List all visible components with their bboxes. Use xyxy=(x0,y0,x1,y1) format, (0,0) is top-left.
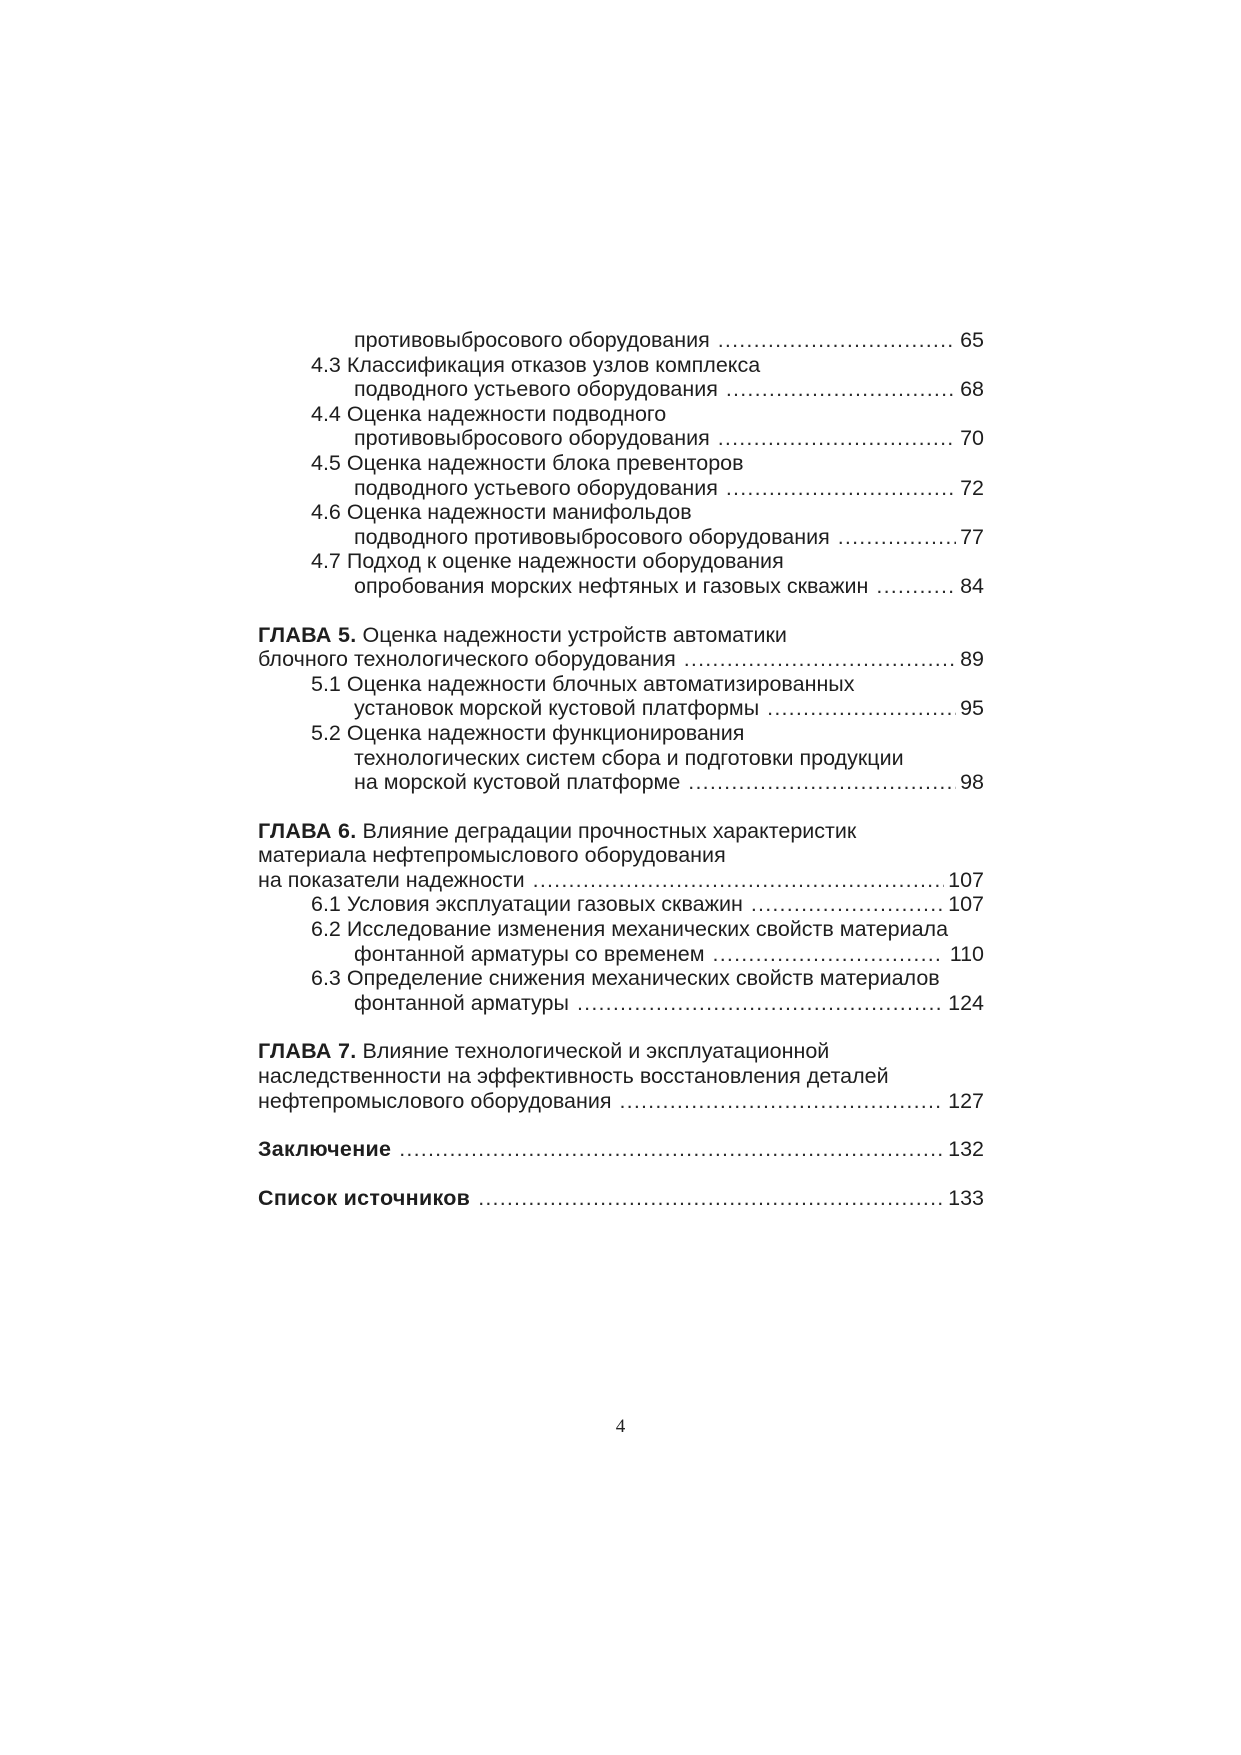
toc-entry-4-2-cont[interactable] xyxy=(258,328,984,353)
toc-chapter-5-cont[interactable] xyxy=(258,647,984,672)
toc-page-number: 107 xyxy=(948,867,984,892)
toc-entry-text: опробования морских нефтяных и газовых скважин xyxy=(354,573,869,598)
toc-entry-text: фонтанной арматуры со временем xyxy=(354,941,705,966)
toc-entry-6-3-cont[interactable] xyxy=(258,991,984,1016)
chapter-label: ГЛАВА 7. xyxy=(258,1039,357,1064)
spacer xyxy=(258,1015,984,1039)
toc-page-number: 89 xyxy=(960,647,984,672)
toc-entry-text: противовыбросового оборудования xyxy=(354,426,710,451)
toc-entry-text: 5.1 Оценка надежности блочных автоматизированных xyxy=(311,671,855,696)
toc-entry-4-7[interactable] xyxy=(258,549,984,574)
leader-dots xyxy=(718,328,956,353)
leader-dots xyxy=(577,991,944,1016)
toc-entry-text: 4.7 Подход к оценке надежности оборудования xyxy=(311,549,784,574)
leader-dots xyxy=(684,647,956,672)
toc-page-number: 72 xyxy=(960,475,984,500)
toc-page-number: 127 xyxy=(948,1088,984,1113)
leader-dots xyxy=(399,1137,944,1162)
toc-entry-4-3-cont[interactable] xyxy=(258,377,984,402)
toc-sources[interactable] xyxy=(258,1186,984,1211)
toc-entry-text: материала нефтепромыслового оборудования xyxy=(258,843,726,868)
toc-chapter-7-cont[interactable] xyxy=(258,1089,984,1114)
toc-page-number: 132 xyxy=(948,1137,984,1162)
toc-page-number: 107 xyxy=(948,892,984,917)
toc-entry-text: 5.2 Оценка надежности функционирования xyxy=(311,720,745,745)
leader-dots xyxy=(533,868,944,893)
toc-entry-text: 6.2 Исследование изменения механических свойств материала xyxy=(311,917,949,942)
toc-chapter-6[interactable] xyxy=(258,819,984,844)
toc-entry-4-6-cont[interactable] xyxy=(258,525,984,550)
leader-dots xyxy=(751,892,944,917)
toc-entry-text: 6.3 Определение снижения механических свойств материалов xyxy=(311,966,940,991)
leader-dots xyxy=(478,1186,944,1211)
toc-entry-5-1[interactable] xyxy=(258,672,984,697)
toc-entry-text: подводного устьевого оборудования xyxy=(354,377,718,402)
toc-page-number: 68 xyxy=(960,377,984,402)
toc-entry-6-1[interactable] xyxy=(258,892,984,917)
toc-chapter-7[interactable] xyxy=(258,1039,984,1064)
toc-entry-text: нефтепромыслового оборудования xyxy=(258,1088,612,1113)
spacer xyxy=(258,1162,984,1186)
toc-entry-5-2-cont[interactable] xyxy=(258,746,984,771)
toc-page-number: 84 xyxy=(960,573,984,598)
toc-entry-5-2[interactable] xyxy=(258,721,984,746)
toc-entry-text: Влияние технологической и эксплуатационной xyxy=(362,1039,830,1064)
toc-entry-4-4-cont[interactable] xyxy=(258,426,984,451)
toc-page-number: 77 xyxy=(960,524,984,549)
toc-entry-text: подводного устьевого оборудования xyxy=(354,475,718,500)
toc-entry-text: Оценка надежности устройств автоматики xyxy=(362,622,787,647)
leader-dots xyxy=(726,476,956,501)
toc-page-number: 95 xyxy=(960,696,984,721)
spacer xyxy=(258,795,984,819)
toc-entry-5-1-cont[interactable] xyxy=(258,696,984,721)
toc-entry-text: 4.5 Оценка надежности блока превенторов xyxy=(311,450,744,475)
toc-entry-text: наследственности на эффективность восстановления деталей xyxy=(258,1064,889,1089)
toc-page-number: 65 xyxy=(960,328,984,352)
leader-dots xyxy=(838,525,956,550)
toc-entry-text: технологических систем сбора и подготовки продукции xyxy=(354,745,904,770)
toc-page-number: 110 xyxy=(949,941,984,966)
toc-page-number: 98 xyxy=(960,770,984,795)
leader-dots xyxy=(619,1089,944,1114)
toc-entry-text: установок морской кустовой платформы xyxy=(354,696,760,721)
toc-entry-text: на показатели надежности xyxy=(258,867,525,892)
toc-page-number: 70 xyxy=(960,426,984,451)
chapter-label: ГЛАВА 6. xyxy=(258,818,357,843)
toc-entry-6-3[interactable] xyxy=(258,966,984,991)
chapter-label: ГЛАВА 5. xyxy=(258,622,357,647)
toc-entry-text: 6.1 Условия эксплуатации газовых скважин xyxy=(311,892,743,917)
toc-entry-text: фонтанной арматуры xyxy=(354,990,569,1015)
toc-entry-text: Влияние деградации прочностных характеристик xyxy=(362,818,857,843)
toc-entry-5-2-cont[interactable] xyxy=(258,770,984,795)
toc-entry-4-5[interactable] xyxy=(258,451,984,476)
toc-entry-text: Список источников xyxy=(258,1185,471,1210)
toc-entry-4-3[interactable] xyxy=(258,353,984,378)
toc-entry-6-2-cont[interactable] xyxy=(258,942,984,967)
toc-chapter-6-cont[interactable] xyxy=(258,868,984,893)
toc-entry-4-4[interactable] xyxy=(258,402,984,427)
table-of-contents xyxy=(258,328,984,1210)
toc-entry-4-5-cont[interactable] xyxy=(258,476,984,501)
leader-dots xyxy=(767,696,956,721)
toc-entry-text: 4.3 Классификация отказов узлов комплекса xyxy=(311,352,761,377)
leader-dots xyxy=(726,377,956,402)
spacer xyxy=(258,599,984,623)
toc-entry-4-7-cont[interactable] xyxy=(258,574,984,599)
toc-page-number: 124 xyxy=(948,990,984,1015)
toc-entry-text: блочного технологического оборудования xyxy=(258,647,676,672)
toc-entry-4-6[interactable] xyxy=(258,500,984,525)
toc-chapter-7-cont[interactable] xyxy=(258,1064,984,1089)
toc-entry-text: противовыбросового оборудования xyxy=(354,328,710,352)
toc-entry-text: 4.4 Оценка надежности подводного xyxy=(311,401,667,426)
toc-entry-text: на морской кустовой платформе xyxy=(354,770,681,795)
toc-entry-6-2[interactable] xyxy=(258,917,984,942)
page-number: 4 xyxy=(615,1416,626,1437)
spacer xyxy=(258,1113,984,1137)
leader-dots xyxy=(718,426,956,451)
toc-entry-text: подводного противовыбросового оборудования xyxy=(354,524,830,549)
leader-dots xyxy=(713,942,944,967)
toc-chapter-6-cont[interactable] xyxy=(258,843,984,868)
toc-conclusion[interactable] xyxy=(258,1137,984,1162)
toc-chapter-5[interactable] xyxy=(258,623,984,648)
toc-page-number: 133 xyxy=(948,1185,984,1210)
leader-dots xyxy=(876,574,956,599)
leader-dots xyxy=(688,770,956,795)
toc-entry-text: Заключение xyxy=(258,1137,392,1162)
toc-entry-text: 4.6 Оценка надежности манифольдов xyxy=(311,500,692,525)
